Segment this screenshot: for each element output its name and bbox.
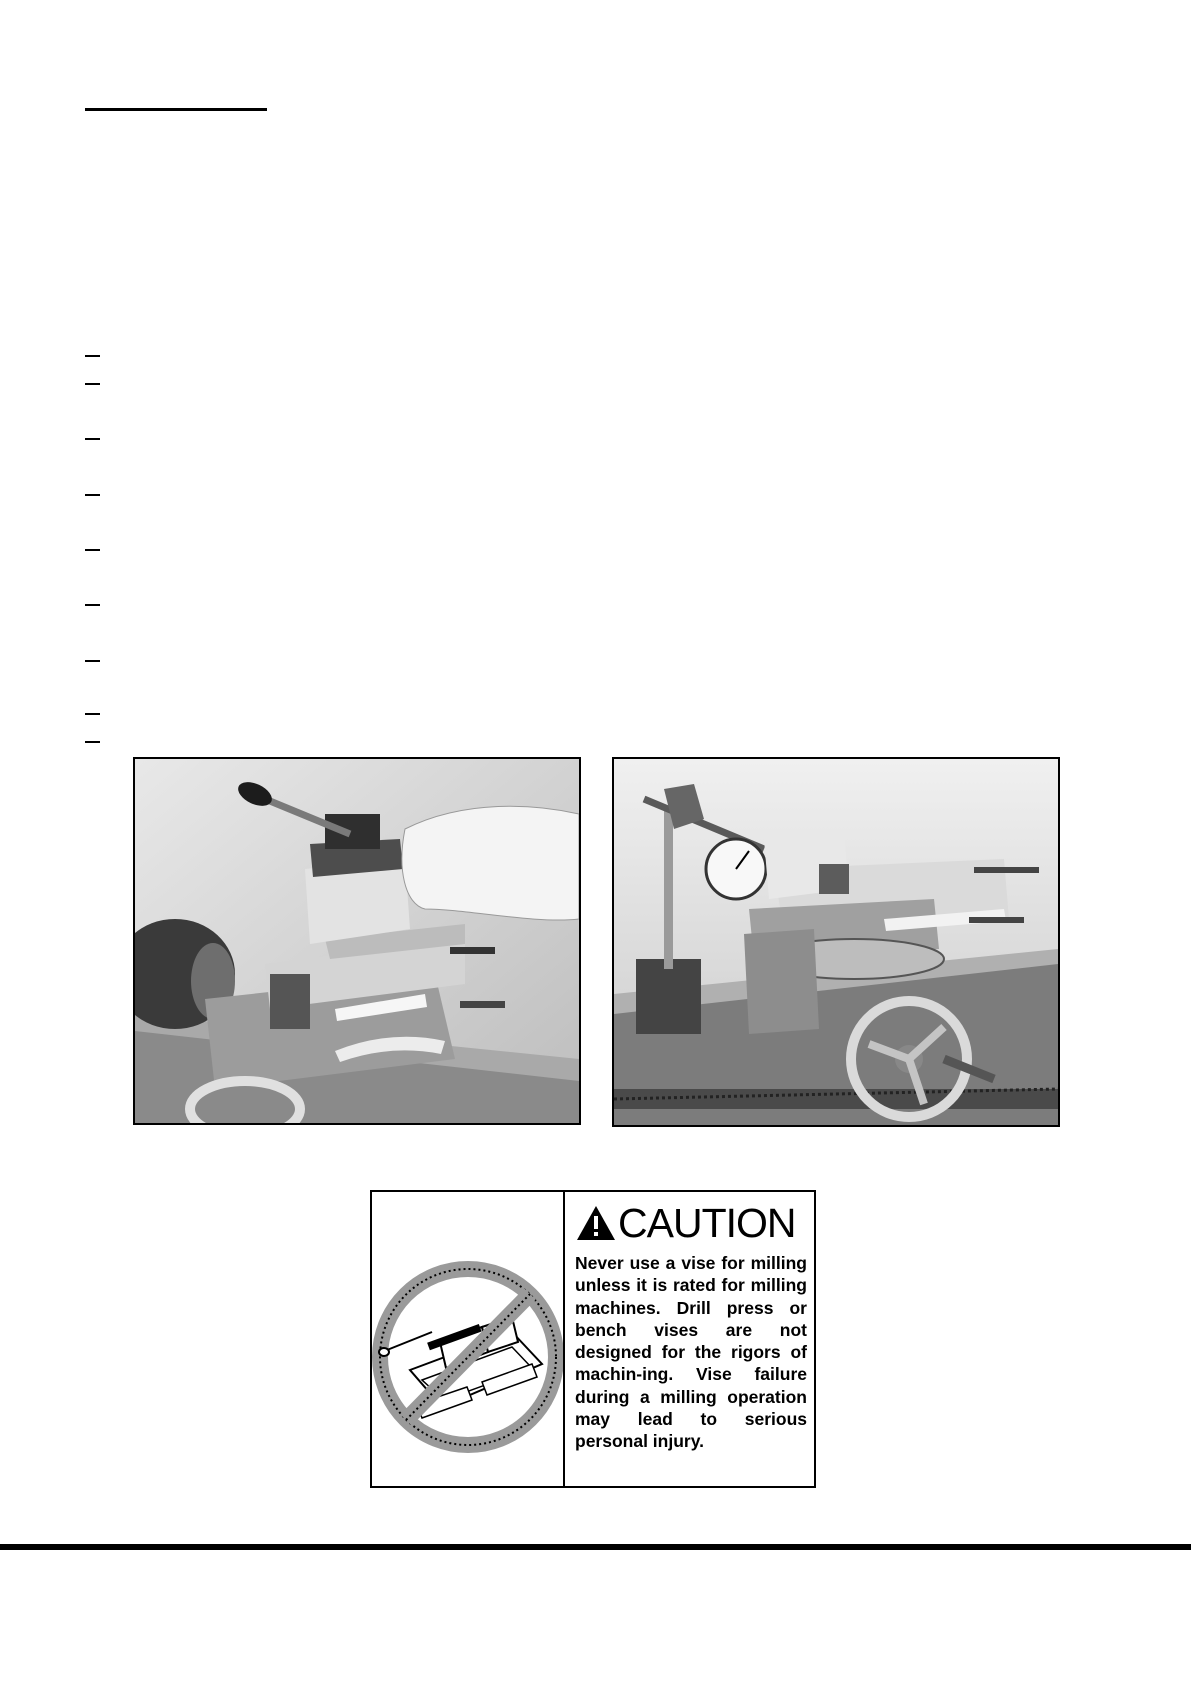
step-checkbox-5 — [85, 549, 100, 551]
step-checkbox-3 — [85, 438, 100, 440]
heading-underline — [85, 108, 267, 111]
step-checkbox-4 — [85, 494, 100, 496]
step-checkbox-7 — [85, 660, 100, 662]
caution-heading — [575, 1200, 807, 1246]
step-checkbox-2 — [85, 383, 100, 385]
step-checkbox-6 — [85, 604, 100, 606]
footer-rule — [0, 1544, 1191, 1550]
prohibited-vise-icon — [372, 1192, 565, 1486]
caution-label — [370, 1190, 816, 1488]
step-checkbox-1 — [85, 355, 100, 357]
caution-message: Never use a vise for milling unless it is rated for milling machines. Drill press or bench vises are not designed for the rigors of machin-ing. Vise failure during a milling operation may lead to serious personal injury. — [575, 1253, 807, 1452]
dial-indicator-photo — [612, 757, 1060, 1127]
step-checkbox-9 — [85, 741, 100, 743]
warning-triangle-icon — [575, 1204, 617, 1242]
caution-title-text: CAUTION — [618, 1200, 796, 1246]
step-checkbox-8 — [85, 713, 100, 715]
vise-mounting-photo — [133, 757, 581, 1125]
